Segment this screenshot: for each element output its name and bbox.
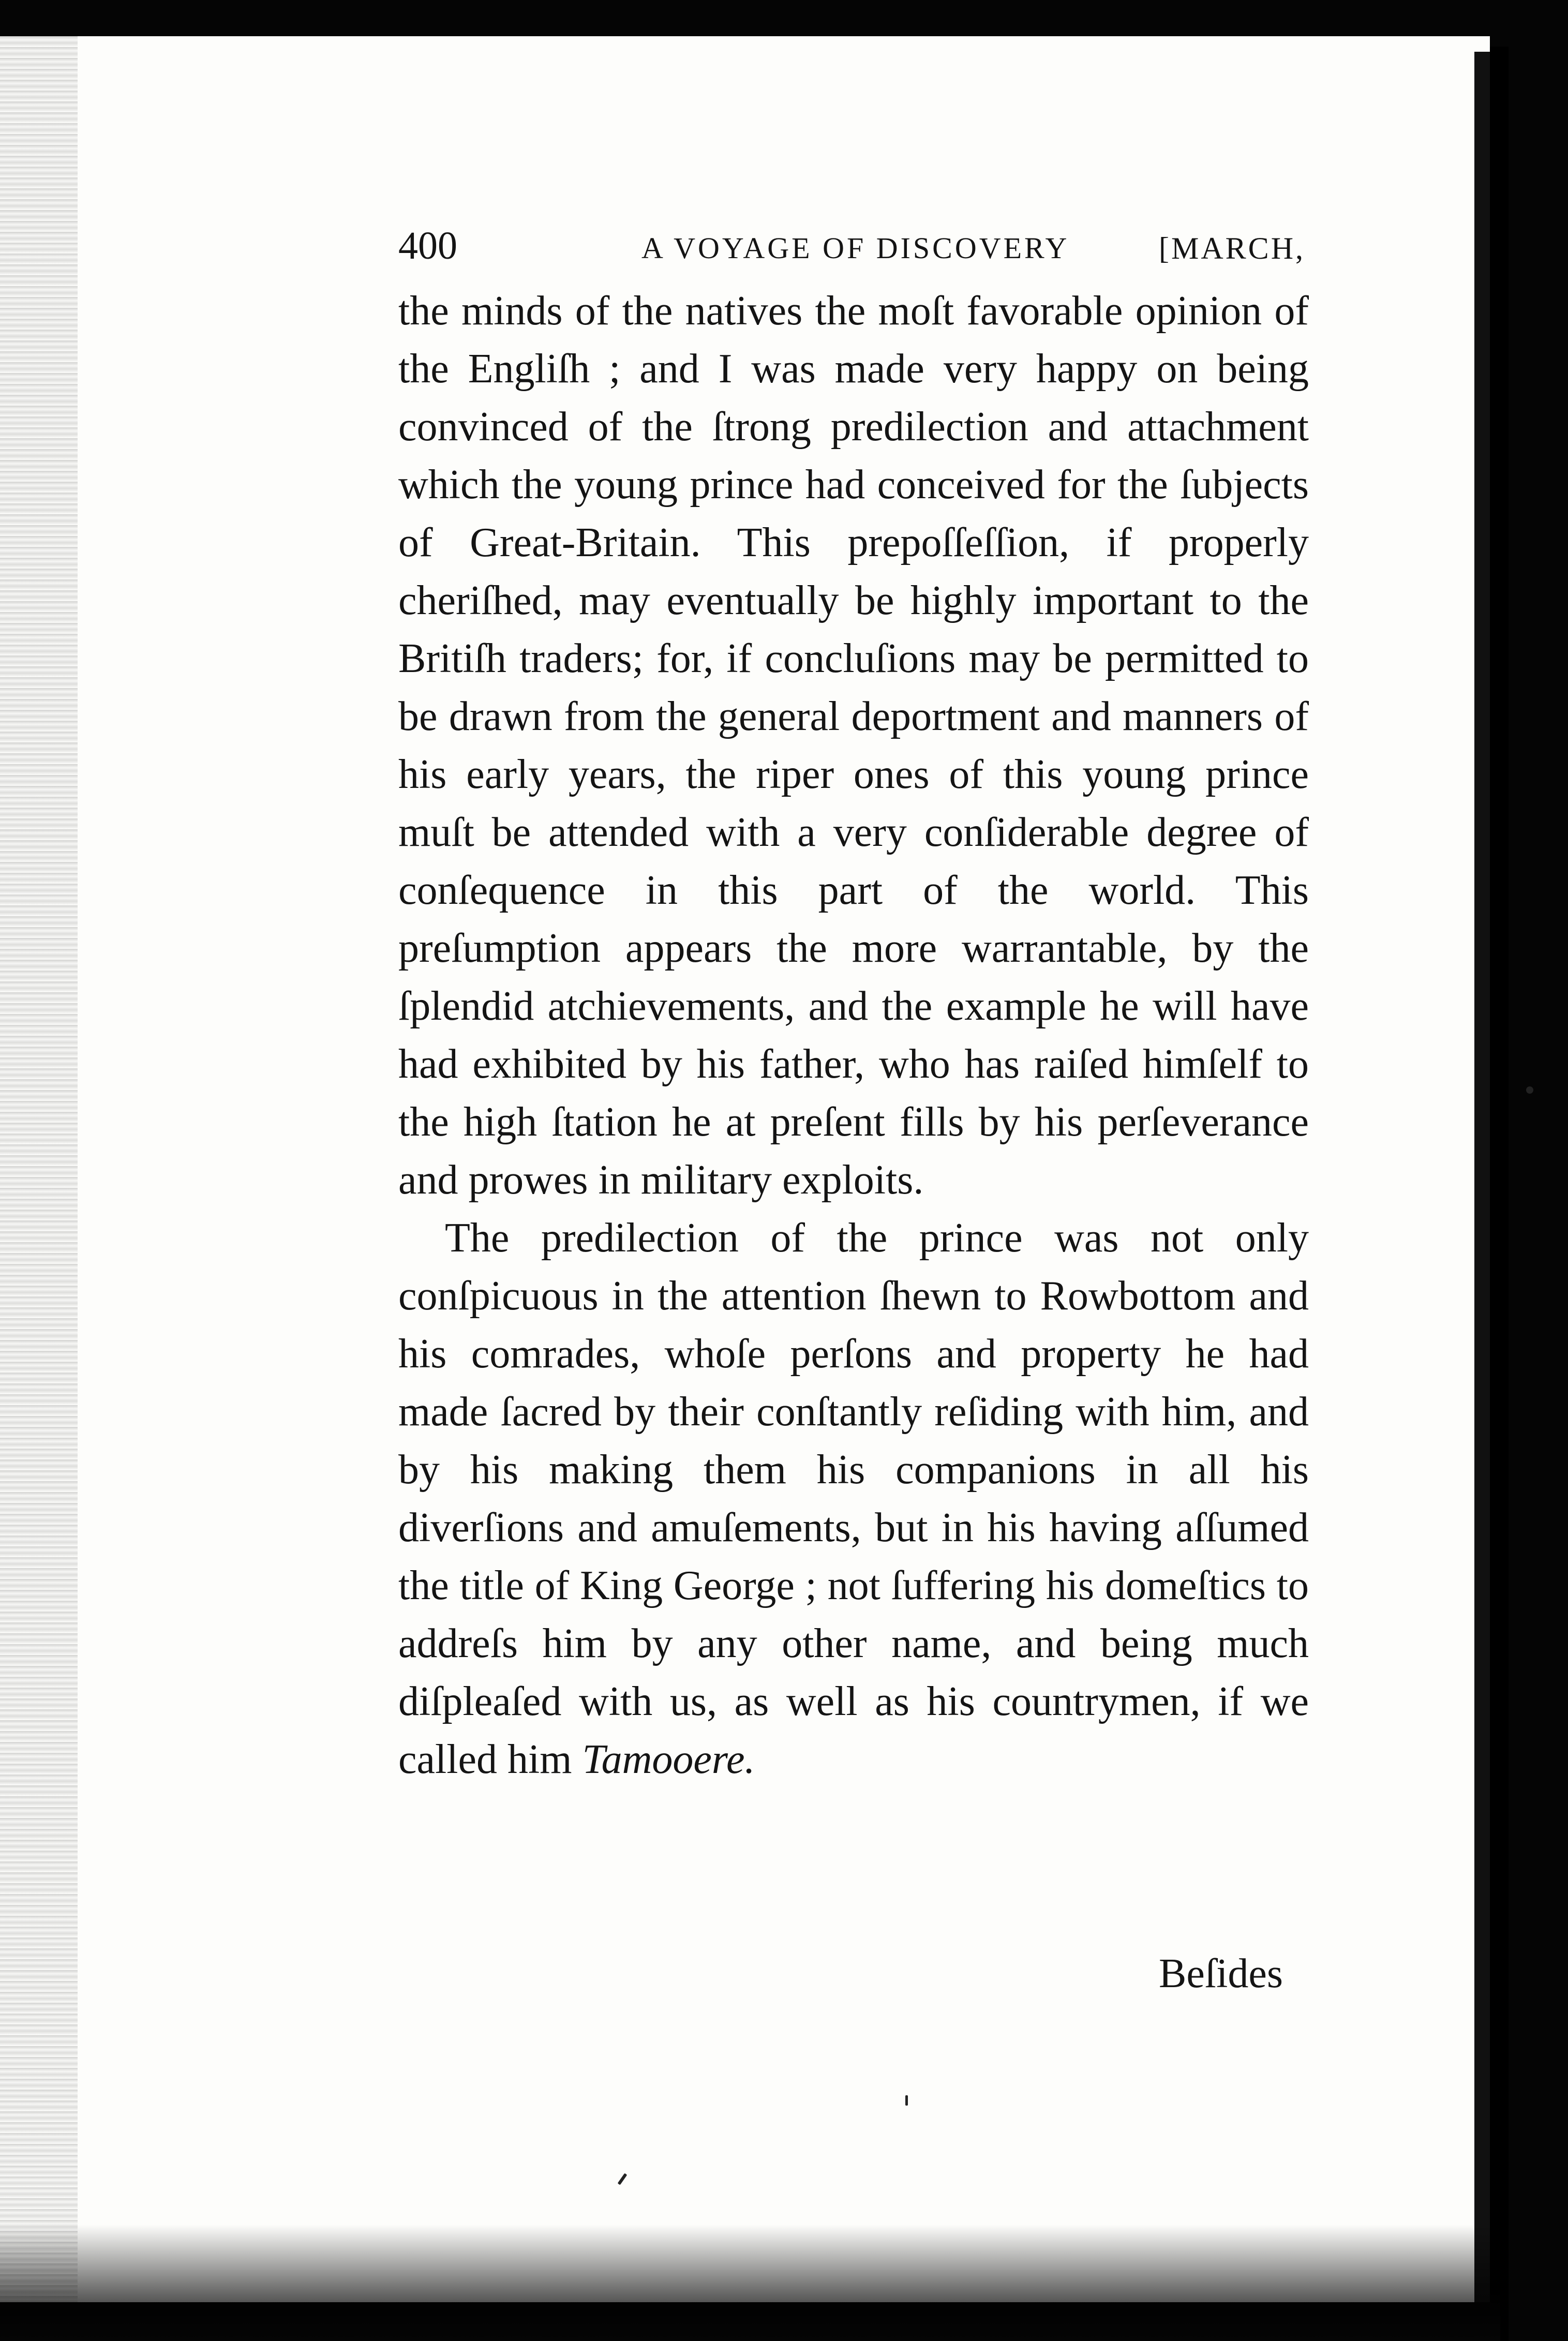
paragraph-1: the minds of the natives the moſt favorable opinion of the Engliſh ; and I was made very happy on being convinced of the ſtrong predilection and attachment which the young prince had conceived for the ſubjects of Great-Britain. This prepoſſeſſion, if properly cheriſhed, may eventually be highly important to the Britiſh traders; for, if concluſions may be permitted to be drawn from the general deportment and manners of his early years, the riper ones of this young prince muſt be attended with a very conſiderable degree of conſequence in this part of the world. This preſumption appears the more warrantable, by the ſplendid atchievements, and the example he will have had exhibited by his father, who has raiſed himſelf to the high ſtation he at preſent fills by his perſeverance and prowes in military exploits.	[398, 288, 1309, 1203]
running-title: A VOYAGE OF DISCOVERY	[641, 231, 1070, 265]
running-date: [MARCH,	[1159, 231, 1306, 265]
catchword: Beſides	[1159, 1951, 1283, 1996]
scan-mark	[905, 2095, 908, 2106]
page-number: 400	[398, 224, 457, 267]
scan-border-bottom	[0, 2225, 1500, 2341]
scan-border-right-rule	[1474, 52, 1490, 2302]
paragraph-2	[398, 1209, 1309, 1788]
main-text	[398, 282, 1309, 1788]
page-binding-edge	[0, 36, 78, 2302]
scan-speck	[1526, 1086, 1533, 1094]
scan-border-right	[1509, 0, 1568, 2341]
italic-name: Tamooere.	[582, 1737, 755, 1782]
paragraph-2-text: The predilection of the prince was not only conſpicuous in the attention ſhewn to Rowbottom and his comrades, whoſe perſons and property he had made ſacred by their conſtantly reſiding with him, and by his making them his companions in all his diverſions and amuſements, but in his having aſſumed the title of King George ; not ſuffering his domeſtics to addreſs him by any other name, and being much diſpleaſed with us, as well as his countrymen, if we called him	[398, 1215, 1309, 1782]
page-header	[398, 223, 1324, 286]
